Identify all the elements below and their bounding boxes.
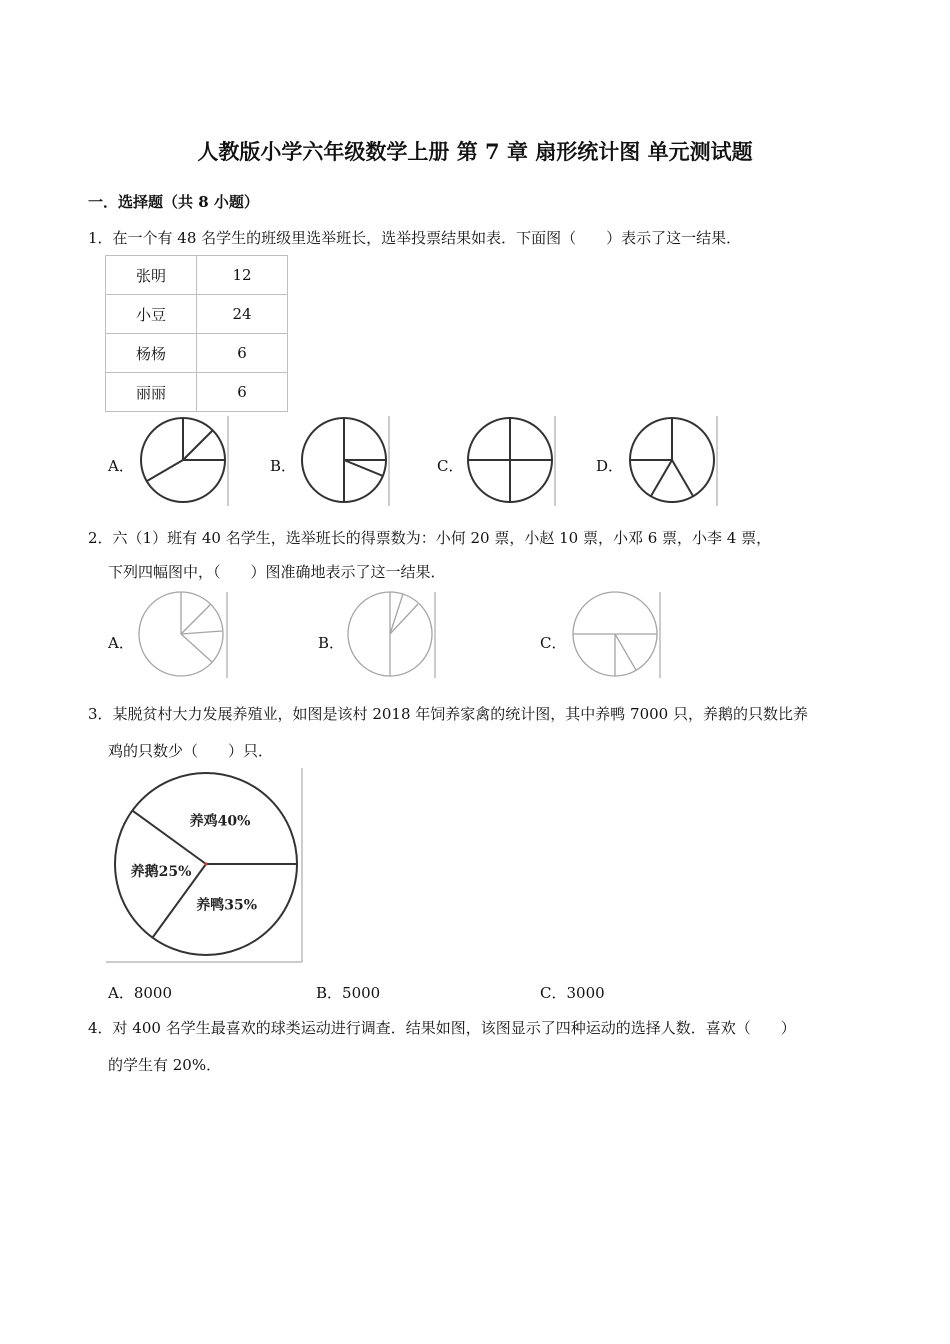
q2-pie-b-radius	[390, 594, 403, 634]
table-cell-votes: 6	[197, 373, 288, 412]
table-cell-votes: 12	[197, 256, 288, 295]
q1-pie-a	[130, 414, 230, 508]
table-cell-name: 小豆	[106, 295, 197, 334]
section-heading: 一．选择题（共 8 小题）	[88, 193, 259, 211]
table-row	[106, 373, 288, 412]
table-cell-name: 杨杨	[106, 334, 197, 373]
question-3-line1: 3．某脱贫村大力发展养殖业，如图是该村 2018 年饲养家禽的统计图，其中养鸭 7000 只，养鹅的只数比养	[88, 705, 808, 723]
q2-pie-c-radius	[615, 634, 636, 670]
q1-option-d-label: D．	[596, 457, 624, 475]
q2-pie-c	[565, 590, 665, 680]
q2-pie-a-radius	[181, 604, 211, 634]
table-row	[106, 295, 288, 334]
q1-pie-b-radius	[344, 460, 383, 476]
table-cell-votes: 24	[197, 295, 288, 334]
q1-option-c-label: C．	[437, 457, 464, 475]
q3-pie-slice-label: 养鹅25%	[130, 864, 192, 881]
question-4-line1: 4．对 400 名学生最喜欢的球类运动进行调查．结果如图，该图显示了四种运动的选择人数．喜欢（ ）	[88, 1019, 796, 1037]
q3-pie-center-dot	[205, 863, 208, 866]
question-3-line2: 鸡的只数少（ ）只．	[108, 742, 274, 760]
q2-option-c-label: C．	[540, 634, 567, 652]
q2-option-a-label: A．	[108, 634, 134, 652]
table-row	[106, 256, 288, 295]
question-2-line2: 下列四幅图中，（ ）图准确地表示了这一结果．	[108, 563, 446, 581]
q3-option-a: A．8000	[108, 984, 173, 1002]
question-2-line1: 2．六（1）班有 40 名学生，选举班长的得票数为：小何 20 票，小赵 10 票，小邓 6 票，小李 4 票，	[88, 529, 772, 547]
q3-option-b: B．5000	[316, 984, 381, 1002]
table-row	[106, 334, 288, 373]
q1-pie-a-radius	[147, 460, 183, 481]
q2-pie-a-radius	[181, 634, 212, 662]
q1-pie-d-radius	[651, 460, 672, 496]
page-title: 人教版小学六年级数学上册 第 7 章 扇形统计图 单元测试题	[197, 139, 753, 164]
q2-pie-b	[340, 590, 440, 680]
q2-option-b-label: B．	[318, 634, 345, 652]
q1-pie-a-radius	[183, 430, 213, 460]
question-4-line2: 的学生有 20%．	[108, 1056, 222, 1074]
q1-option-b-label: B．	[270, 457, 297, 475]
table-cell-name: 张明	[106, 256, 197, 295]
q3-pie-chart	[106, 768, 306, 964]
question-1-text: 1．在一个有 48 名学生的班级里选举班长，选举投票结果如表．下面图（ ）表示了这一结果．	[88, 229, 742, 247]
q3-pie-slice-label: 养鸡40%	[189, 813, 251, 830]
table-cell-name: 丽丽	[106, 373, 197, 412]
q1-pie-c	[463, 414, 563, 508]
q1-pie-d	[622, 414, 722, 508]
q1-pie-d-radius	[672, 460, 693, 496]
q3-option-c: C．3000	[540, 984, 605, 1002]
q2-pie-a-radius	[181, 631, 222, 634]
q1-option-a-label: A．	[108, 457, 134, 475]
q3-pie-slice-label: 养鸭35%	[196, 897, 258, 914]
q2-pie-a	[130, 590, 230, 680]
table-cell-votes: 6	[197, 334, 288, 373]
vote-table	[105, 255, 288, 412]
q1-pie-b	[295, 414, 395, 508]
